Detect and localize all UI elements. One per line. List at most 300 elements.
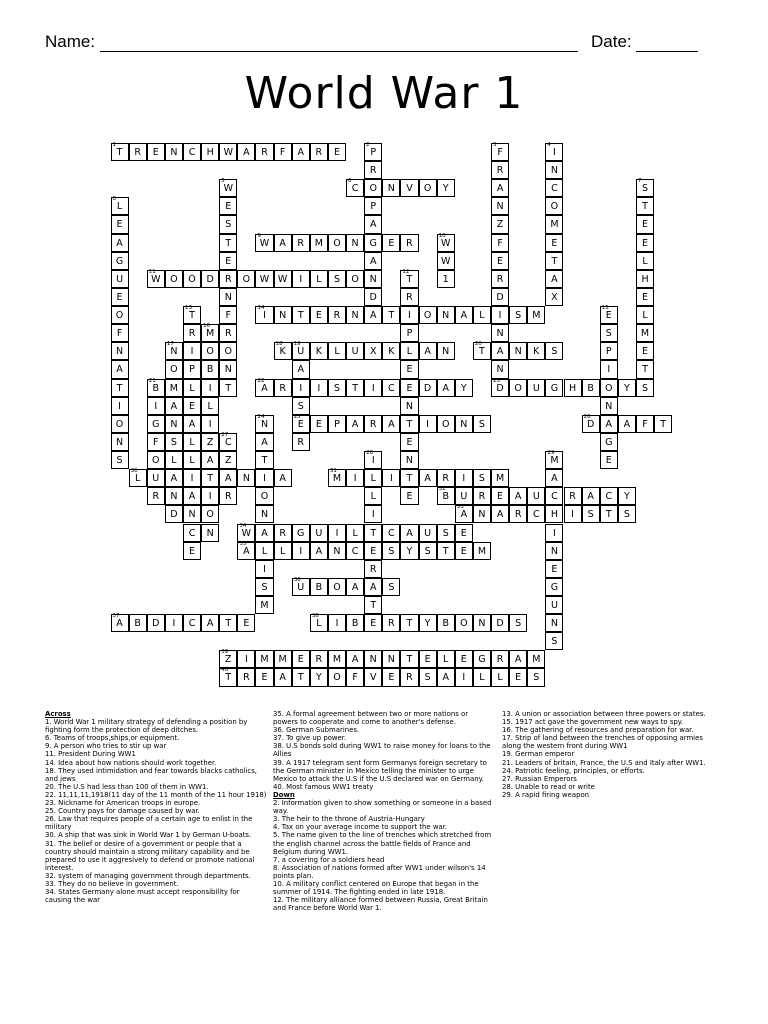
grid-cell[interactable] [455, 415, 473, 433]
grid-cell[interactable] [292, 524, 310, 542]
grid-cell[interactable] [382, 524, 400, 542]
grid-cell[interactable] [255, 306, 273, 324]
grid-cell[interactable] [473, 505, 491, 523]
grid-cell[interactable] [255, 542, 273, 560]
grid-cell[interactable] [545, 342, 563, 360]
grid-cell[interactable] [183, 342, 201, 360]
grid-cell[interactable] [183, 614, 201, 632]
grid-cell[interactable] [219, 487, 237, 505]
grid-cell[interactable] [364, 650, 382, 668]
grid-cell[interactable] [219, 668, 237, 686]
grid-cell[interactable] [147, 469, 165, 487]
grid-cell[interactable] [111, 288, 129, 306]
grid-cell[interactable] [165, 143, 183, 161]
grid-cell[interactable] [437, 270, 455, 288]
grid-cell[interactable] [219, 360, 237, 378]
grid-cell[interactable] [364, 379, 382, 397]
grid-cell[interactable] [219, 306, 237, 324]
grid-cell[interactable] [382, 234, 400, 252]
grid-cell[interactable] [636, 306, 654, 324]
grid-cell[interactable] [636, 234, 654, 252]
grid-cell[interactable] [509, 668, 527, 686]
grid-cell[interactable] [219, 451, 237, 469]
grid-cell[interactable] [292, 342, 310, 360]
grid-cell[interactable] [545, 252, 563, 270]
grid-cell[interactable] [111, 270, 129, 288]
grid-cell[interactable] [292, 668, 310, 686]
grid-cell[interactable] [400, 288, 418, 306]
grid-cell[interactable] [455, 306, 473, 324]
grid-cell[interactable] [491, 270, 509, 288]
grid-cell[interactable] [183, 451, 201, 469]
grid-cell[interactable] [255, 433, 273, 451]
grid-cell[interactable] [400, 360, 418, 378]
grid-cell[interactable] [455, 524, 473, 542]
grid-cell[interactable] [310, 234, 328, 252]
grid-cell[interactable] [491, 234, 509, 252]
grid-cell[interactable] [165, 451, 183, 469]
grid-cell[interactable] [201, 433, 219, 451]
grid-cell[interactable] [310, 342, 328, 360]
grid-cell[interactable] [545, 161, 563, 179]
grid-cell[interactable] [364, 596, 382, 614]
grid-cell[interactable] [473, 614, 491, 632]
grid-cell[interactable] [545, 632, 563, 650]
grid-cell[interactable] [582, 505, 600, 523]
grid-cell[interactable] [346, 614, 364, 632]
grid-cell[interactable] [219, 288, 237, 306]
grid-cell[interactable] [400, 306, 418, 324]
grid-cell[interactable] [419, 614, 437, 632]
grid-cell[interactable] [636, 270, 654, 288]
grid-cell[interactable] [509, 487, 527, 505]
grid-cell[interactable] [509, 342, 527, 360]
grid-cell[interactable] [437, 542, 455, 560]
grid-cell[interactable] [274, 234, 292, 252]
grid-cell[interactable] [400, 451, 418, 469]
grid-cell[interactable] [545, 469, 563, 487]
grid-cell[interactable] [509, 505, 527, 523]
grid-cell[interactable] [147, 614, 165, 632]
grid-cell[interactable] [473, 542, 491, 560]
grid-cell[interactable] [274, 668, 292, 686]
grid-cell[interactable] [364, 270, 382, 288]
grid-cell[interactable] [201, 379, 219, 397]
grid-cell[interactable] [183, 379, 201, 397]
grid-cell[interactable] [310, 415, 328, 433]
grid-cell[interactable] [382, 542, 400, 560]
grid-cell[interactable] [255, 415, 273, 433]
grid-cell[interactable] [491, 505, 509, 523]
grid-cell[interactable] [564, 505, 582, 523]
grid-cell[interactable] [292, 234, 310, 252]
grid-cell[interactable] [328, 143, 346, 161]
grid-cell[interactable] [237, 469, 255, 487]
grid-cell[interactable] [111, 451, 129, 469]
grid-cell[interactable] [419, 469, 437, 487]
grid-cell[interactable] [310, 542, 328, 560]
grid-cell[interactable] [545, 288, 563, 306]
grid-cell[interactable] [111, 215, 129, 233]
grid-cell[interactable] [310, 270, 328, 288]
grid-cell[interactable] [255, 668, 273, 686]
grid-cell[interactable] [328, 524, 346, 542]
grid-cell[interactable] [437, 342, 455, 360]
grid-cell[interactable] [419, 306, 437, 324]
grid-cell[interactable] [219, 342, 237, 360]
grid-cell[interactable] [364, 306, 382, 324]
grid-cell[interactable] [400, 379, 418, 397]
grid-cell[interactable] [328, 668, 346, 686]
grid-cell[interactable] [255, 234, 273, 252]
grid-cell[interactable] [437, 668, 455, 686]
grid-cell[interactable] [364, 161, 382, 179]
grid-cell[interactable] [201, 324, 219, 342]
grid-cell[interactable] [274, 524, 292, 542]
grid-cell[interactable] [582, 379, 600, 397]
grid-cell[interactable] [165, 397, 183, 415]
grid-cell[interactable] [527, 379, 545, 397]
grid-cell[interactable] [419, 379, 437, 397]
grid-cell[interactable] [183, 360, 201, 378]
grid-cell[interactable] [237, 270, 255, 288]
grid-cell[interactable] [201, 360, 219, 378]
grid-cell[interactable] [111, 306, 129, 324]
grid-cell[interactable] [147, 379, 165, 397]
grid-cell[interactable] [419, 542, 437, 560]
grid-cell[interactable] [111, 143, 129, 161]
grid-cell[interactable] [455, 614, 473, 632]
grid-cell[interactable] [147, 433, 165, 451]
grid-cell[interactable] [310, 614, 328, 632]
grid-cell[interactable] [545, 560, 563, 578]
grid-cell[interactable] [346, 179, 364, 197]
grid-cell[interactable] [255, 505, 273, 523]
grid-cell[interactable] [600, 451, 618, 469]
grid-cell[interactable] [364, 451, 382, 469]
grid-cell[interactable] [419, 342, 437, 360]
grid-cell[interactable] [400, 179, 418, 197]
grid-cell[interactable] [129, 469, 147, 487]
grid-cell[interactable] [165, 505, 183, 523]
grid-cell[interactable] [455, 542, 473, 560]
grid-cell[interactable] [437, 379, 455, 397]
grid-cell[interactable] [292, 415, 310, 433]
grid-cell[interactable] [364, 505, 382, 523]
grid-cell[interactable] [600, 360, 618, 378]
grid-cell[interactable] [255, 524, 273, 542]
grid-cell[interactable] [255, 650, 273, 668]
grid-cell[interactable] [183, 505, 201, 523]
grid-cell[interactable] [183, 433, 201, 451]
grid-cell[interactable] [491, 288, 509, 306]
grid-cell[interactable] [111, 252, 129, 270]
grid-cell[interactable] [310, 143, 328, 161]
grid-cell[interactable] [111, 360, 129, 378]
grid-cell[interactable] [346, 234, 364, 252]
grid-cell[interactable] [437, 234, 455, 252]
grid-cell[interactable] [382, 668, 400, 686]
grid-cell[interactable] [219, 614, 237, 632]
grid-cell[interactable] [292, 650, 310, 668]
grid-cell[interactable] [564, 487, 582, 505]
grid-cell[interactable] [419, 668, 437, 686]
grid-cell[interactable] [364, 234, 382, 252]
grid-cell[interactable] [292, 143, 310, 161]
grid-cell[interactable] [201, 469, 219, 487]
grid-cell[interactable] [400, 342, 418, 360]
grid-cell[interactable] [274, 342, 292, 360]
grid-cell[interactable] [292, 542, 310, 560]
grid-cell[interactable] [328, 379, 346, 397]
grid-cell[interactable] [310, 650, 328, 668]
grid-cell[interactable] [545, 505, 563, 523]
grid-cell[interactable] [545, 596, 563, 614]
grid-cell[interactable] [201, 270, 219, 288]
grid-cell[interactable] [491, 197, 509, 215]
grid-cell[interactable] [400, 469, 418, 487]
grid-cell[interactable] [328, 270, 346, 288]
grid-cell[interactable] [491, 215, 509, 233]
grid-cell[interactable] [636, 342, 654, 360]
grid-cell[interactable] [111, 379, 129, 397]
grid-cell[interactable] [165, 469, 183, 487]
grid-cell[interactable] [111, 234, 129, 252]
grid-cell[interactable] [400, 524, 418, 542]
grid-cell[interactable] [437, 252, 455, 270]
grid-cell[interactable] [219, 234, 237, 252]
grid-cell[interactable] [491, 143, 509, 161]
grid-cell[interactable] [219, 215, 237, 233]
grid-cell[interactable] [328, 342, 346, 360]
grid-cell[interactable] [111, 433, 129, 451]
grid-cell[interactable] [437, 614, 455, 632]
grid-cell[interactable] [600, 487, 618, 505]
grid-cell[interactable] [419, 524, 437, 542]
grid-cell[interactable] [636, 360, 654, 378]
grid-cell[interactable] [364, 252, 382, 270]
grid-cell[interactable] [292, 360, 310, 378]
grid-cell[interactable] [400, 415, 418, 433]
grid-cell[interactable] [582, 415, 600, 433]
grid-cell[interactable] [219, 270, 237, 288]
grid-cell[interactable] [382, 342, 400, 360]
grid-cell[interactable] [527, 505, 545, 523]
grid-cell[interactable] [509, 379, 527, 397]
grid-cell[interactable] [455, 379, 473, 397]
grid-cell[interactable] [400, 234, 418, 252]
grid-cell[interactable] [292, 306, 310, 324]
grid-cell[interactable] [527, 668, 545, 686]
grid-cell[interactable] [255, 596, 273, 614]
grid-cell[interactable] [382, 614, 400, 632]
grid-cell[interactable] [473, 415, 491, 433]
grid-cell[interactable] [636, 379, 654, 397]
grid-cell[interactable] [419, 179, 437, 197]
grid-cell[interactable] [183, 324, 201, 342]
grid-cell[interactable] [292, 270, 310, 288]
grid-cell[interactable] [527, 487, 545, 505]
grid-cell[interactable] [111, 415, 129, 433]
grid-cell[interactable] [491, 668, 509, 686]
grid-cell[interactable] [237, 614, 255, 632]
grid-cell[interactable] [545, 379, 563, 397]
grid-cell[interactable] [382, 415, 400, 433]
grid-cell[interactable] [255, 469, 273, 487]
grid-cell[interactable] [274, 143, 292, 161]
grid-cell[interactable] [183, 306, 201, 324]
grid-cell[interactable] [636, 288, 654, 306]
grid-cell[interactable] [545, 215, 563, 233]
grid-cell[interactable] [165, 433, 183, 451]
grid-cell[interactable] [455, 668, 473, 686]
grid-cell[interactable] [491, 379, 509, 397]
grid-cell[interactable] [165, 270, 183, 288]
grid-cell[interactable] [473, 668, 491, 686]
grid-cell[interactable] [364, 415, 382, 433]
grid-cell[interactable] [237, 650, 255, 668]
grid-cell[interactable] [201, 397, 219, 415]
grid-cell[interactable] [618, 505, 636, 523]
grid-cell[interactable] [618, 487, 636, 505]
grid-cell[interactable] [292, 433, 310, 451]
grid-cell[interactable] [545, 270, 563, 288]
grid-cell[interactable] [491, 252, 509, 270]
grid-cell[interactable] [491, 469, 509, 487]
grid-cell[interactable] [473, 342, 491, 360]
grid-cell[interactable] [364, 560, 382, 578]
grid-cell[interactable] [364, 179, 382, 197]
grid-cell[interactable] [636, 197, 654, 215]
grid-cell[interactable] [237, 668, 255, 686]
grid-cell[interactable] [183, 143, 201, 161]
grid-cell[interactable] [400, 487, 418, 505]
grid-cell[interactable] [527, 650, 545, 668]
grid-cell[interactable] [274, 379, 292, 397]
grid-cell[interactable] [310, 524, 328, 542]
grid-cell[interactable] [129, 143, 147, 161]
grid-cell[interactable] [400, 397, 418, 415]
grid-cell[interactable] [600, 379, 618, 397]
grid-cell[interactable] [491, 306, 509, 324]
grid-cell[interactable] [255, 143, 273, 161]
grid-cell[interactable] [328, 578, 346, 596]
grid-cell[interactable] [455, 469, 473, 487]
grid-cell[interactable] [219, 197, 237, 215]
grid-cell[interactable] [545, 524, 563, 542]
grid-cell[interactable] [129, 614, 147, 632]
grid-cell[interactable] [600, 397, 618, 415]
grid-cell[interactable] [255, 379, 273, 397]
grid-cell[interactable] [147, 487, 165, 505]
grid-cell[interactable] [165, 415, 183, 433]
grid-cell[interactable] [509, 306, 527, 324]
grid-cell[interactable] [201, 614, 219, 632]
grid-cell[interactable] [600, 324, 618, 342]
grid-cell[interactable] [364, 143, 382, 161]
grid-cell[interactable] [310, 306, 328, 324]
grid-cell[interactable] [437, 524, 455, 542]
grid-cell[interactable] [654, 415, 672, 433]
grid-cell[interactable] [491, 342, 509, 360]
grid-cell[interactable] [147, 143, 165, 161]
grid-cell[interactable] [328, 542, 346, 560]
grid-cell[interactable] [237, 542, 255, 560]
grid-cell[interactable] [111, 197, 129, 215]
grid-cell[interactable] [165, 342, 183, 360]
grid-cell[interactable] [165, 487, 183, 505]
grid-cell[interactable] [183, 487, 201, 505]
grid-cell[interactable] [219, 433, 237, 451]
grid-cell[interactable] [274, 270, 292, 288]
grid-cell[interactable] [147, 451, 165, 469]
grid-cell[interactable] [310, 379, 328, 397]
grid-cell[interactable] [364, 578, 382, 596]
grid-cell[interactable] [419, 650, 437, 668]
grid-cell[interactable] [473, 650, 491, 668]
grid-cell[interactable] [600, 306, 618, 324]
grid-cell[interactable] [491, 650, 509, 668]
grid-cell[interactable] [201, 415, 219, 433]
grid-cell[interactable] [328, 415, 346, 433]
grid-cell[interactable] [364, 342, 382, 360]
grid-cell[interactable] [328, 469, 346, 487]
grid-cell[interactable] [400, 270, 418, 288]
grid-cell[interactable] [201, 487, 219, 505]
grid-cell[interactable] [382, 578, 400, 596]
grid-cell[interactable] [165, 614, 183, 632]
grid-cell[interactable] [618, 379, 636, 397]
grid-cell[interactable] [274, 306, 292, 324]
grid-cell[interactable] [364, 288, 382, 306]
grid-cell[interactable] [201, 451, 219, 469]
grid-cell[interactable] [183, 270, 201, 288]
grid-cell[interactable] [346, 306, 364, 324]
grid-cell[interactable] [437, 650, 455, 668]
grid-cell[interactable] [600, 415, 618, 433]
grid-cell[interactable] [437, 487, 455, 505]
grid-cell[interactable] [165, 379, 183, 397]
grid-cell[interactable] [437, 415, 455, 433]
grid-cell[interactable] [364, 197, 382, 215]
grid-cell[interactable] [346, 469, 364, 487]
grid-cell[interactable] [310, 668, 328, 686]
grid-cell[interactable] [328, 650, 346, 668]
grid-cell[interactable] [491, 324, 509, 342]
grid-cell[interactable] [618, 415, 636, 433]
grid-cell[interactable] [545, 578, 563, 596]
grid-cell[interactable] [201, 143, 219, 161]
grid-cell[interactable] [346, 542, 364, 560]
grid-cell[interactable] [400, 614, 418, 632]
grid-cell[interactable] [111, 324, 129, 342]
grid-cell[interactable] [255, 451, 273, 469]
grid-cell[interactable] [147, 270, 165, 288]
grid-cell[interactable] [491, 614, 509, 632]
grid-cell[interactable] [328, 614, 346, 632]
grid-cell[interactable] [491, 179, 509, 197]
grid-cell[interactable] [346, 650, 364, 668]
grid-cell[interactable] [201, 524, 219, 542]
grid-cell[interactable] [219, 324, 237, 342]
grid-cell[interactable] [382, 306, 400, 324]
grid-cell[interactable] [473, 487, 491, 505]
grid-cell[interactable] [346, 524, 364, 542]
grid-cell[interactable] [310, 578, 328, 596]
grid-cell[interactable] [382, 179, 400, 197]
grid-cell[interactable] [219, 143, 237, 161]
grid-cell[interactable] [545, 234, 563, 252]
